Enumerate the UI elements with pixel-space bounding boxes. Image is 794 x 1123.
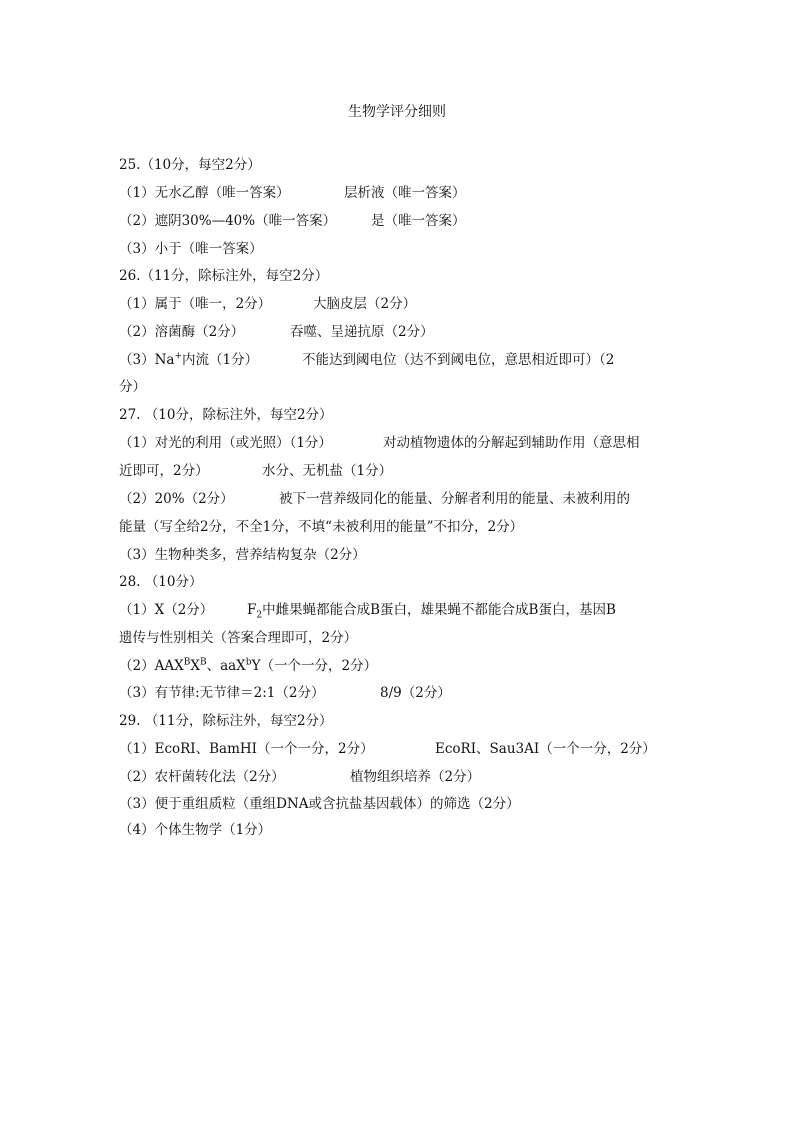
q27-answer-1a: （1）对光的利用（或光照）（1分） <box>119 435 332 451</box>
q28-answer-2 <box>119 656 377 676</box>
q29-answer-4: （4）个体生物学（1分） <box>119 822 272 838</box>
q28-answer-2-b: X <box>190 658 200 674</box>
q29-answer-3: （3）便于重组质粒（重组DNA或含抗盐基因载体）的筛选（2分） <box>119 796 520 812</box>
q26-answer-1b: 大脑皮层（2分） <box>313 296 417 312</box>
q26-answer-3c: 分） <box>119 379 146 395</box>
q27-answer-1c: 近即可，2分） <box>119 463 209 479</box>
q26-answer-3a-post: 内流（1分） <box>182 352 259 368</box>
q28-answer-2-d: Y（一个一分，2分） <box>251 658 378 674</box>
q28-answer-2-a: （2）AAX <box>119 658 184 674</box>
q28-answer-2-sup2: B <box>199 657 207 668</box>
q28-answer-1b <box>247 600 616 620</box>
q28-answer-3a: （3）有节律:无节律＝2:1（2分） <box>119 685 325 701</box>
q27-answer-2c: 能量（写全给2分，不全1分，不填“未被利用的能量”不扣分，2分） <box>119 519 524 535</box>
document-title: 生物学评分细则 <box>348 104 446 120</box>
q27-answer-2b: 被下一营养级同化的能量、分解者利用的能量、未被利用的 <box>279 491 630 507</box>
q28-answer-1c: 遗传与性别相关（答案合理即可，2分） <box>119 630 358 646</box>
q26-answer-3a-sup: + <box>174 351 182 362</box>
q25-heading: 25.（10分，每空2分） <box>119 157 261 173</box>
q25-answer-2b: 是（唯一答案） <box>371 213 466 229</box>
q26-answer-3a-pre: （3）Na <box>119 352 175 368</box>
q29-answer-1a: （1）EcoRI、BamHI（一个一分，2分） <box>119 741 374 757</box>
q29-answer-2a: （2）农杆菌转化法（2分） <box>119 769 285 785</box>
q27-answer-3: （3）生物种类多，营养结构复杂（2分） <box>119 547 366 563</box>
q26-heading: 26.（11分，除标注外，每空2分） <box>119 268 329 284</box>
q27-heading: 27. （10分，除标注外，每空2分） <box>119 407 333 423</box>
q25-answer-1a: （1）无水乙醇（唯一答案） <box>119 185 290 201</box>
q29-answer-2b: 植物组织培养（2分） <box>350 769 481 785</box>
q26-answer-3a <box>119 350 258 370</box>
q28-answer-1b-post: 中雌果蝇都能合成B蛋白，雄果蝇不都能合成B蛋白，基因B <box>262 602 616 618</box>
q25-answer-2a: （2）遮阴30%—40%（唯一答案） <box>119 213 337 229</box>
q29-heading: 29. （11分，除标注外，每空2分） <box>119 713 333 729</box>
q28-answer-3b: 8/9（2分） <box>380 685 451 701</box>
q27-answer-1d: 水分、无机盐（1分） <box>262 463 393 479</box>
q27-answer-2a: （2）20%（2分） <box>119 491 234 507</box>
q28-answer-2-c: 、aaX <box>206 658 246 674</box>
q28-answer-1a: （1）X（2分） <box>119 602 214 618</box>
q28-heading: 28. （10分） <box>119 574 203 590</box>
q26-answer-3b: 不能达到阈电位（达不到阈电位，意思相近即可）（2 <box>302 352 615 368</box>
q28-answer-1b-sub: 2 <box>256 610 263 621</box>
q25-answer-1b: 层析液（唯一答案） <box>344 185 466 201</box>
q27-answer-1b: 对动植物遗体的分解起到辅助作用（意思相 <box>383 435 640 451</box>
q29-answer-1b: EcoRI、Sau3AI（一个一分，2分） <box>435 741 656 757</box>
q28-answer-2-sup3: b <box>245 657 252 668</box>
q28-answer-2-sup1: B <box>183 657 191 668</box>
q26-answer-2a: （2）溶菌酶（2分） <box>119 324 245 340</box>
q26-answer-2b: 吞噬、呈递抗原（2分） <box>290 324 434 340</box>
q28-answer-1b-pre: F <box>247 602 257 618</box>
q25-answer-3: （3）小于（唯一答案） <box>119 241 263 257</box>
q26-answer-1a: （1）属于（唯一，2分） <box>119 296 272 312</box>
